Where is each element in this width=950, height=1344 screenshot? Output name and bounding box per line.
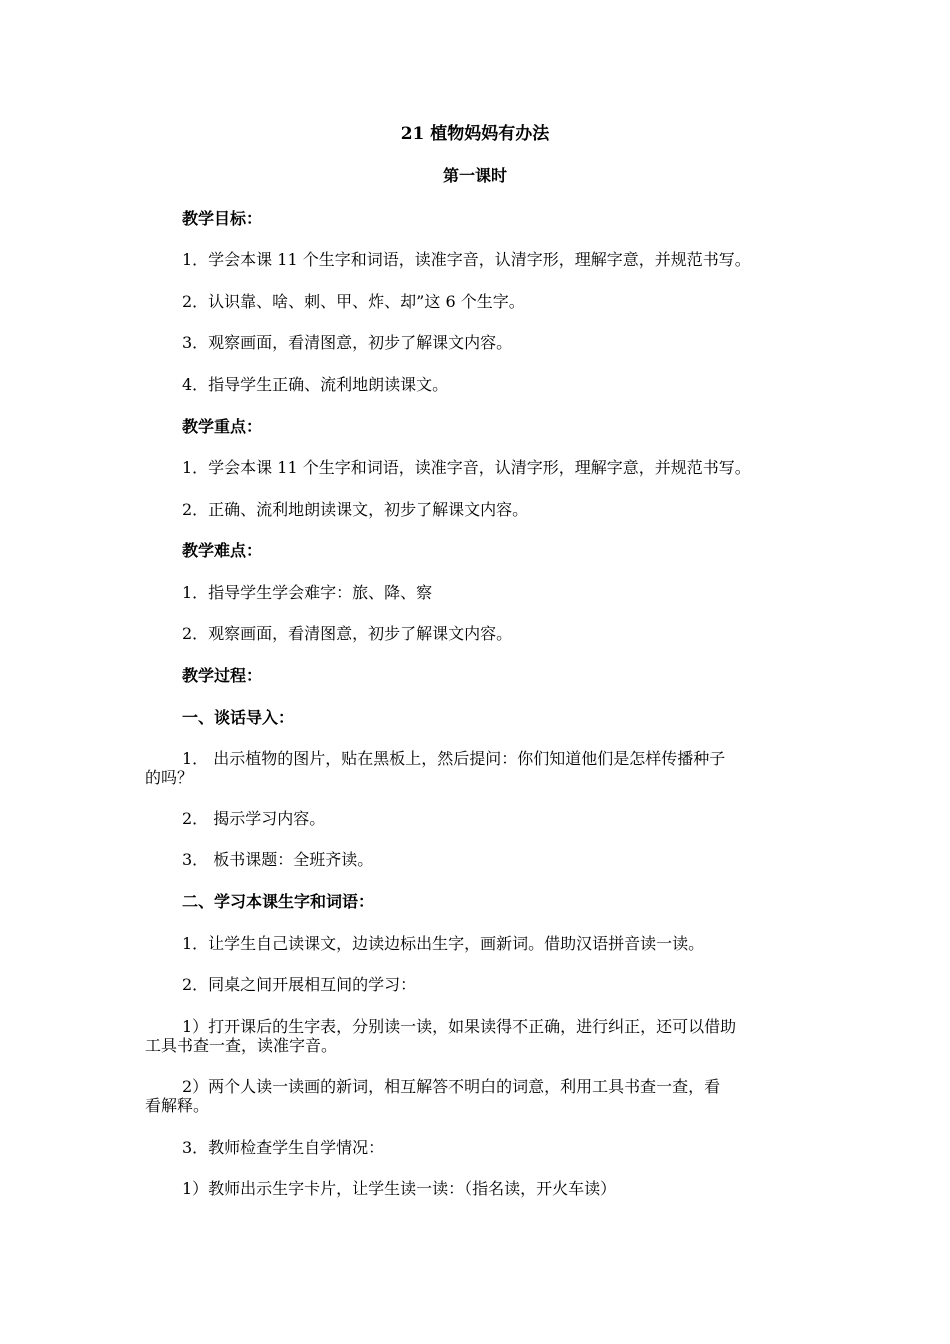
process-heading: 教学过程： (182, 666, 263, 685)
difficulty-item: 2．观察画面，看清图意，初步了解课文内容。 (182, 624, 513, 643)
section2-sub-item-line: 1）打开课后的生字表，分别读一读，如果读得不正确，进行纠正，还可以借助 (182, 1017, 737, 1036)
difficulty-item: 1．指导学生学会难字：旅、降、察 (182, 583, 433, 602)
section2-sub-item-line: 看解释。 (145, 1096, 210, 1115)
objective-item: 1．学会本课 11 个生字和词语，读准字音，认清字形，理解字意，并规范书写。 (182, 250, 751, 269)
section2-item: 1．让学生自己读课文，边读边标出生字，画新词。借助汉语拼音读一读。 (182, 934, 705, 953)
section2-sub-item-line: 2）两个人读一读画的新词，相互解答不明白的词意，利用工具书查一查，看 (182, 1077, 721, 1096)
section2-item: 3．教师检查学生自学情况： (182, 1138, 385, 1157)
section1-item: 2． 揭示学习内容。 (182, 809, 326, 828)
key-points-heading: 教学重点： (182, 417, 263, 436)
objectives-heading: 教学目标： (182, 209, 263, 228)
section2-item: 2．同桌之间开展相互间的学习： (182, 975, 417, 994)
section2-sub-item-line: 工具书查一查，读准字音。 (145, 1036, 338, 1055)
objective-item: 3．观察画面，看清图意，初步了解课文内容。 (182, 333, 513, 352)
section1-item-line: 的吗？ (145, 768, 194, 787)
difficulties-heading: 教学难点： (182, 541, 263, 560)
document-subtitle: 第一课时 (442, 166, 507, 185)
section1-heading: 一、谈话导入： (182, 708, 295, 727)
objective-item: 2．认识靠、啥、刺、甲、炸、却”这 6 个生字。 (182, 292, 525, 311)
section2-sub-item: 1）教师出示生字卡片，让学生读一读：（指名读，开火车读） (182, 1179, 617, 1198)
section2-heading: 二、学习本课生字和词语： (182, 892, 375, 911)
section1-item-line: 1． 出示植物的图片，贴在黑板上，然后提问：你们知道他们是怎样传播种子 (182, 749, 726, 768)
section1-item: 3． 板书课题：全班齐读。 (182, 850, 374, 869)
key-point-item: 2．正确、流利地朗读课文，初步了解课文内容。 (182, 500, 529, 519)
key-point-item: 1．学会本课 11 个生字和词语，读准字音，认清字形，理解字意，并规范书写。 (182, 458, 751, 477)
document-title: 21 植物妈妈有办法 (400, 124, 550, 144)
objective-item: 4．指导学生正确、流利地朗读课文。 (182, 375, 449, 394)
